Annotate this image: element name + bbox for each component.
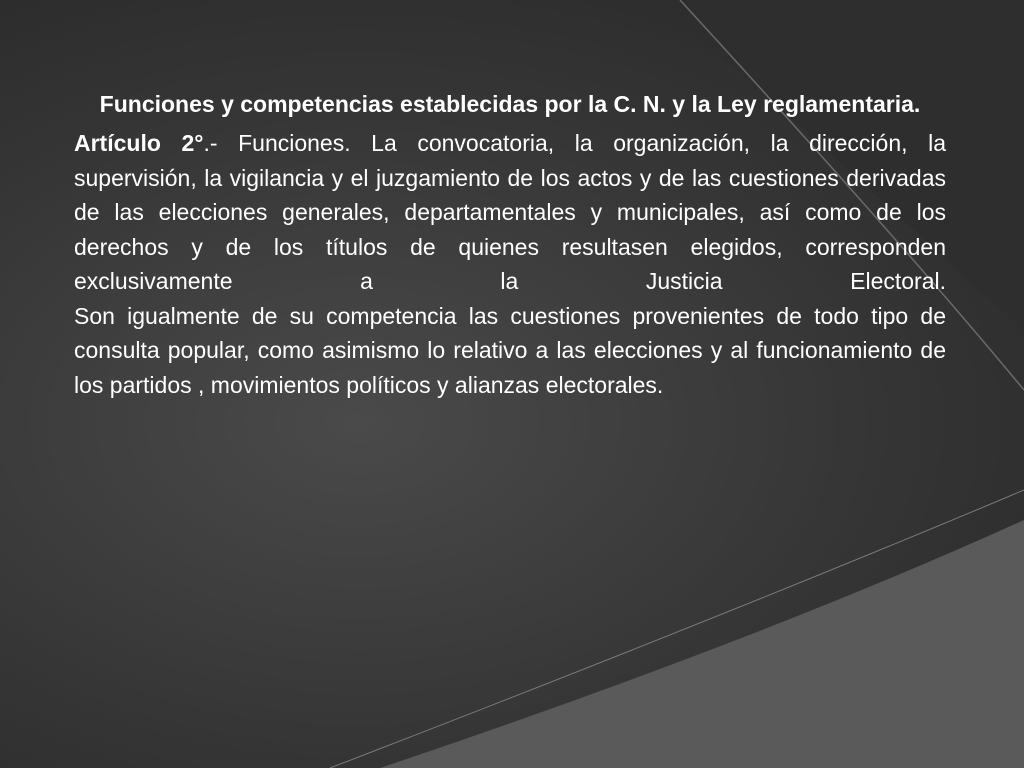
article-paragraph <box>74 126 946 299</box>
article-text: .- Funciones. La convocatoria, la organización, la dirección, la supervisión, la vigilancia y el juzgamiento de los actos y de las cuestiones derivadas de las elecciones generales, departamentales y municipales, así como de los derechos y de los títulos de quienes resultasen elegidos, corresponden exclusivamente a la Justicia Electoral. <box>74 130 946 294</box>
article-label: Artículo 2° <box>74 130 204 156</box>
bottom-curve-band <box>380 520 1024 768</box>
slide-title: Funciones y competencias establecidas por la C. N. y la Ley reglamentaria. <box>99 91 921 117</box>
competence-paragraph: Son igualmente de su competencia las cuestiones provenientes de todo tipo de consulta popular, como asimismo lo relativo a las elecciones y al funcionamiento de los partidos , movimientos políticos y alianzas electorales. <box>74 302 946 398</box>
slide-content <box>74 88 946 402</box>
